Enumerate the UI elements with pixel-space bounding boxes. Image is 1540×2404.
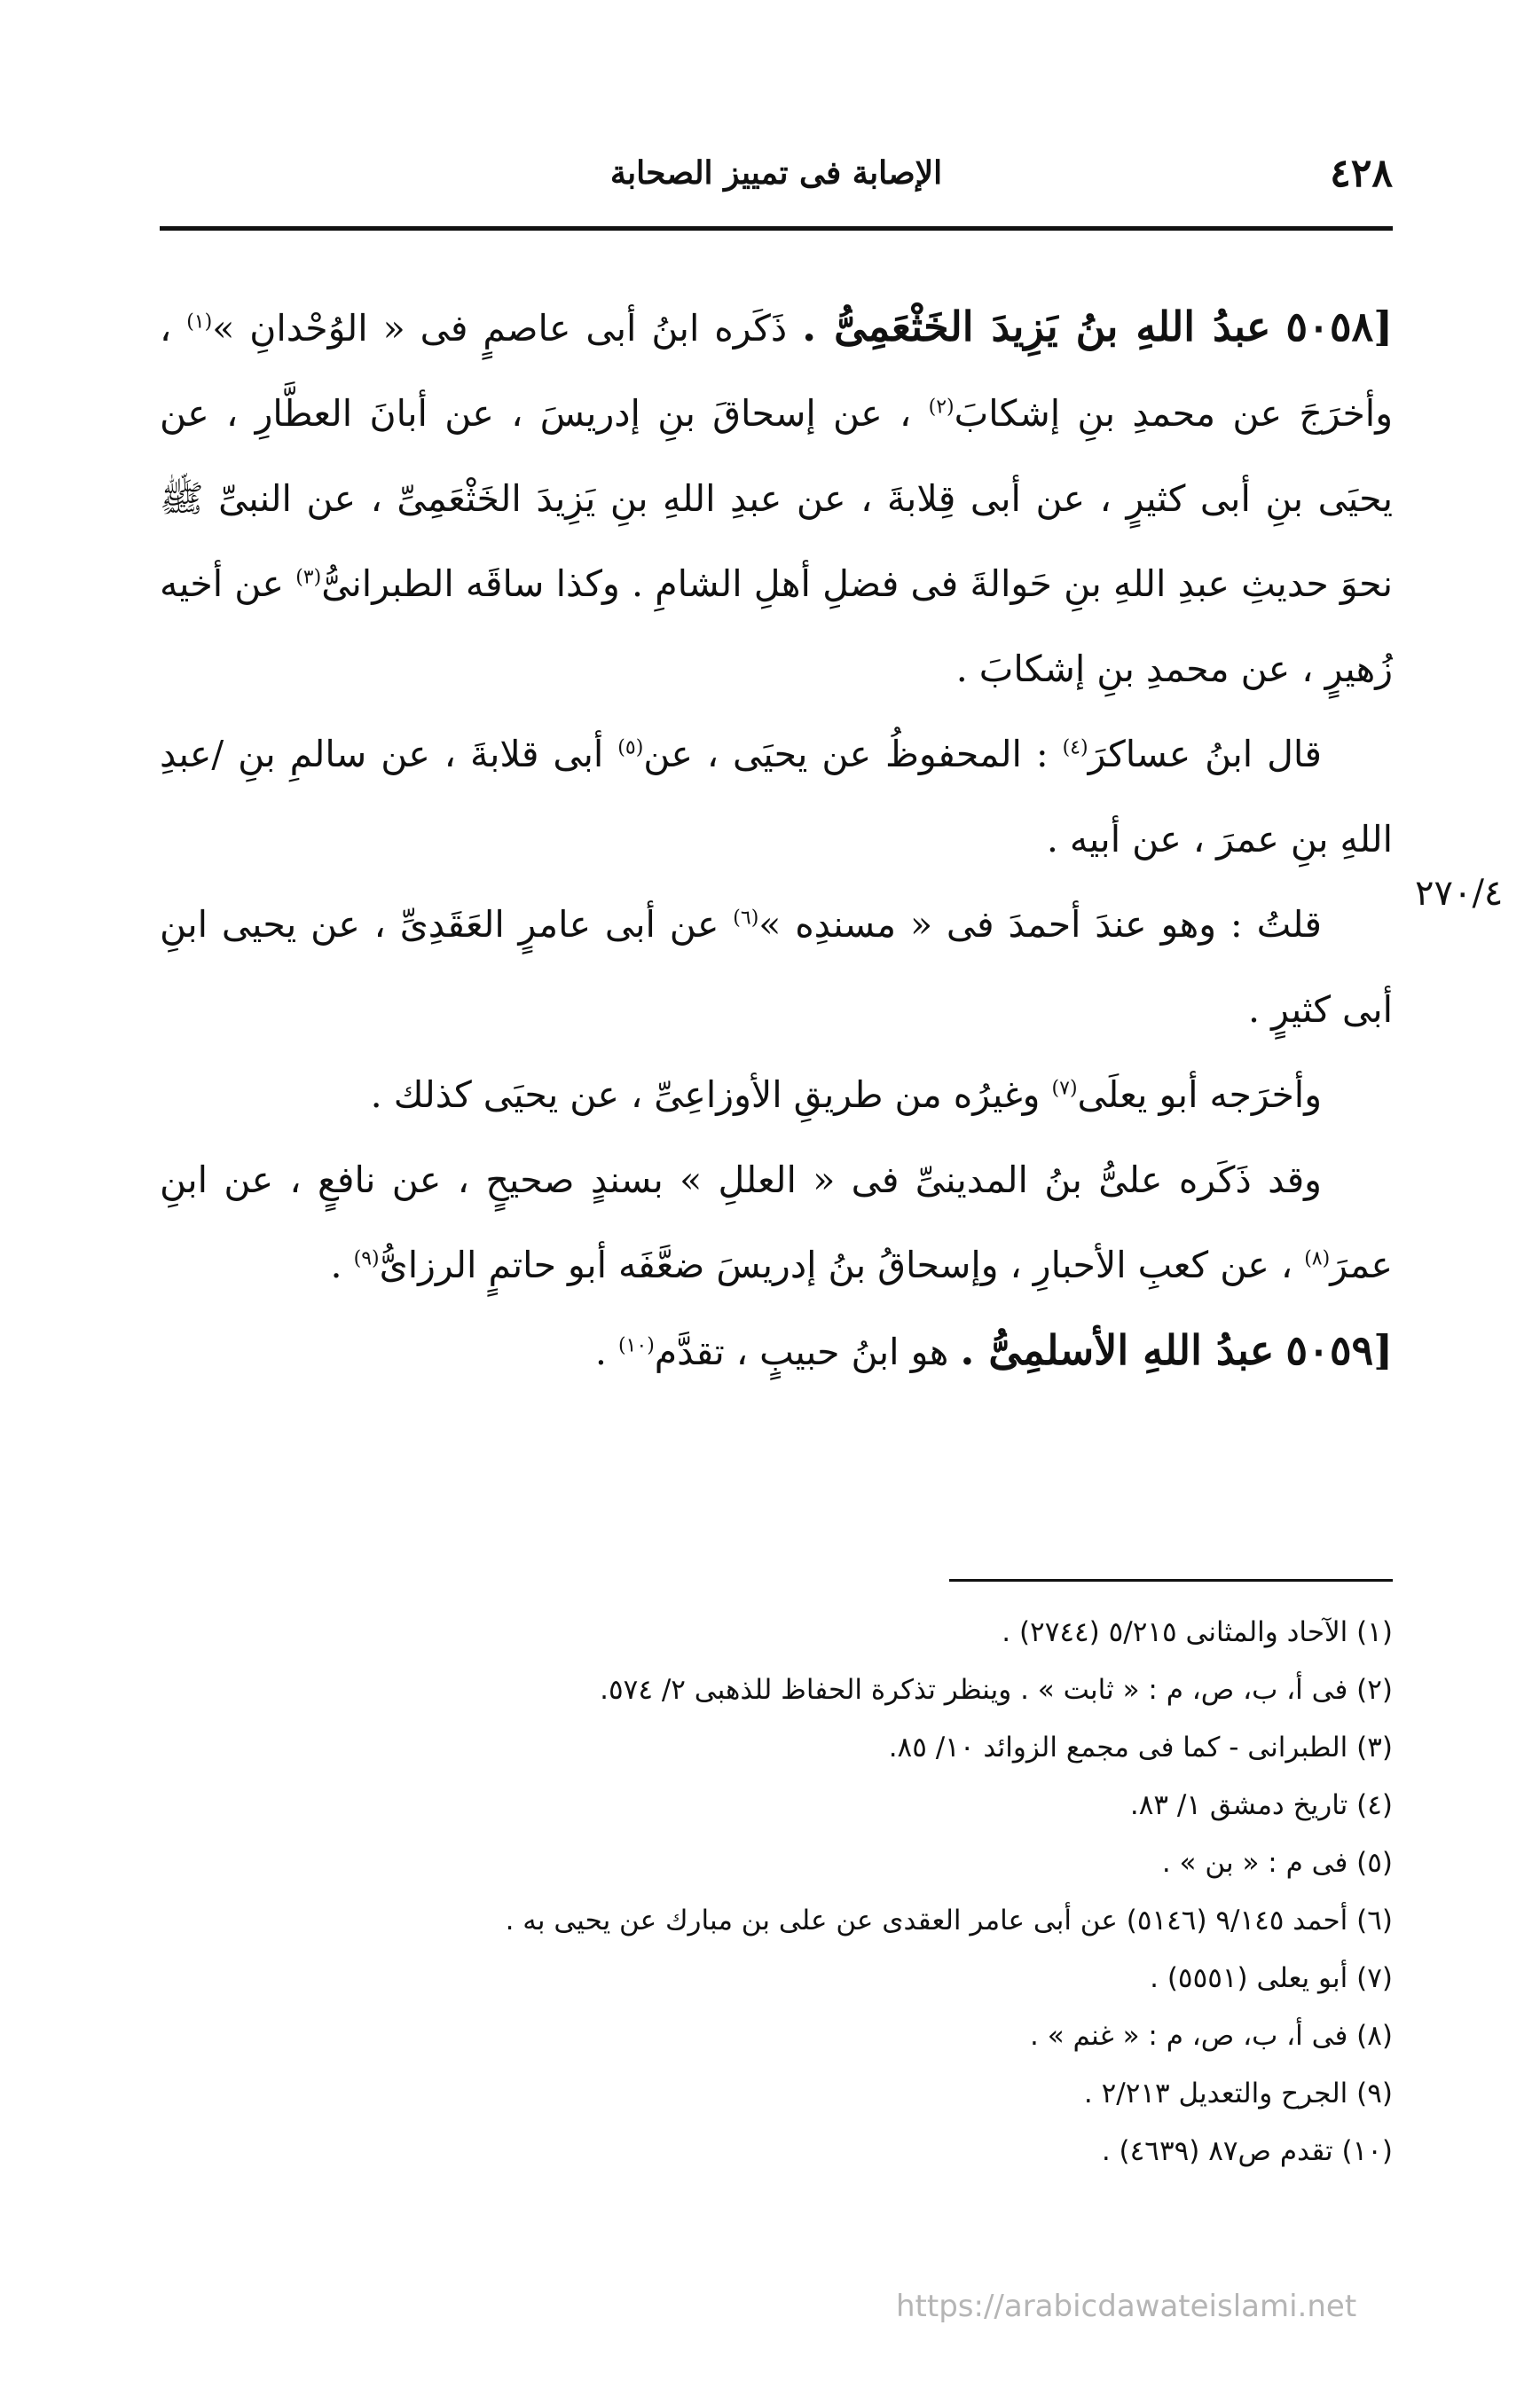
- entry-text: .: [594, 1331, 618, 1373]
- paragraph-text: .: [330, 1244, 354, 1286]
- paragraph-asakir: [160, 711, 1393, 882]
- entry-number: [٥٠٥٩: [1285, 1326, 1393, 1374]
- main-text: [160, 284, 1393, 1394]
- footnote-ref[interactable]: (٦): [733, 907, 759, 930]
- entry-text: ، وأخرَجَ عن محمدِ بنِ إشكابَ: [160, 307, 1393, 435]
- entry-5058: [160, 284, 1393, 711]
- footnote: (٣) الطبرانى - كما فى مجمع الزوائد ١٠/ ٨٥.: [888, 1732, 1393, 1764]
- footnote-separator: [949, 1579, 1393, 1582]
- entry-text: ، عن إسحاقَ بنِ إدريسَ ، عن أبانَ العطَّارِ ، عن يحيَى بنِ أبى كثيرٍ ، عن أبى قِلابةَ ، عن عبدِ اللهِ بنِ يَزِيدَ الخَثْعَمِىِّ ، عن النبىِّ ﷺ نحوَ حديثِ عبدِ اللهِ بنِ حَوالةَ فى فضلِ أهلِ الشامِ . وكذا ساقَه الطبرانىُّ: [160, 392, 1394, 605]
- footnote-ref[interactable]: (٢): [928, 396, 955, 419]
- entry-5059: [160, 1308, 1393, 1394]
- footnote: (٤) تاريخ دمشق ١/ ٨٣.: [1129, 1789, 1393, 1821]
- paragraph-abu-yala: [160, 1052, 1393, 1137]
- footnote: (٧) أبو يعلى (٥٥٥١) .: [1150, 1962, 1393, 1994]
- paragraph-madini: [160, 1137, 1393, 1308]
- footnote-ref[interactable]: (٩): [353, 1247, 380, 1270]
- page-number: ٤٢٨: [1330, 151, 1393, 196]
- footnote-ref[interactable]: (٣): [295, 566, 322, 589]
- entry-name: عبدُ اللهِ الأسلمِىُّ .: [960, 1326, 1275, 1374]
- entry-number: [٥٠٥٨: [1285, 302, 1394, 350]
- footnote: (١) الآحاد والمثانى ٥/٢١٥ (٢٧٤٤) .: [1002, 1616, 1393, 1648]
- footnotes: [160, 1604, 1393, 2180]
- footnote: (٦) أحمد ٩/١٤٥ (٥١٤٦) عن أبى عامر العقدى عن على بن مبارك عن يحيى به .: [505, 1905, 1393, 1937]
- paragraph-text: عن أبى عامرٍ العَقَدِىِّ ، عن يحيى ابنِ أبى كثيرٍ .: [160, 903, 1393, 1031]
- running-title: الإصابة فى تمييز الصحابة: [609, 154, 943, 192]
- entry-text: هو ابنُ حبيبٍ ، تقدَّم: [654, 1331, 961, 1373]
- watermark-url: https://arabicdawateislami.net: [896, 2289, 1357, 2324]
- footnote-ref[interactable]: (١): [186, 310, 213, 334]
- paragraph-text: وغيرُه من طريقِ الأوزاعِىِّ ، عن يحيَى كذلك .: [370, 1073, 1052, 1116]
- footnote-ref[interactable]: (٥): [617, 736, 644, 759]
- paragraph-text: وأخرَجه أبو يعلَى: [1077, 1073, 1322, 1116]
- paragraph-text: ، عن كعبِ الأحبارِ ، وإسحاقُ بنُ إدريسَ ضعَّفَه أبو حاتمٍ الرزاىُّ: [379, 1244, 1305, 1286]
- footnote-ref[interactable]: (١٠): [617, 1334, 655, 1357]
- footnote: (١٠) تقدم ص٨٧ (٤٦٣٩) .: [1101, 2135, 1393, 2167]
- entry-text: عن أخيه زُهيرٍ ، عن محمدِ بنِ إشكابَ .: [160, 562, 1393, 690]
- footnote: (٥) فى م : « بن » .: [1161, 1847, 1393, 1879]
- paragraph-text: : المحفوظُ عن يحيَى ، عن: [643, 733, 1063, 775]
- paragraph-text: أبى قلابةَ ، عن سالمِ بنِ /عبدِ اللهِ بنِ عمرَ ، عن أبيه .: [160, 733, 1393, 860]
- footnote: (٢) فى أ، ب، ص، م : « ثابت » . وينظر تذكرة الحفاظ للذهبى ٢/ ٥٧٤.: [600, 1674, 1393, 1706]
- paragraph-text: قال ابنُ عساكرَ: [1088, 733, 1323, 775]
- page-header: [160, 142, 1393, 213]
- footnote-ref[interactable]: (٧): [1051, 1077, 1078, 1100]
- header-rule: [160, 226, 1393, 231]
- footnote-ref[interactable]: (٨): [1304, 1247, 1331, 1270]
- paragraph-qultu: [160, 882, 1393, 1052]
- entry-text: ذَكَره ابنُ أبى عاصمٍ فى « الوُحْدانِ »: [212, 307, 803, 350]
- footnote: (٩) الجرح والتعديل ٢/٢١٣ .: [1083, 2078, 1393, 2109]
- entry-name: عبدُ اللهِ بنُ يَزِيدَ الخَثْعَمِىُّ .: [802, 302, 1271, 350]
- footnote: (٨) فى أ، ب، ص، م : « غنم » .: [1030, 2020, 1393, 2052]
- paragraph-text: قلتُ : وهو عندَ أحمدَ فى « مسندِه »: [758, 903, 1323, 946]
- margin-volume-page-note: ٢٧٠/٤: [1415, 873, 1504, 914]
- footnote-ref[interactable]: (٤): [1062, 736, 1088, 759]
- paragraph-text: وقد ذَكَره علىُّ بنُ المدينىِّ فى « العللِ » بسندٍ صحيحٍ ، عن نافعٍ ، عن ابنِ عمرَ: [160, 1159, 1393, 1286]
